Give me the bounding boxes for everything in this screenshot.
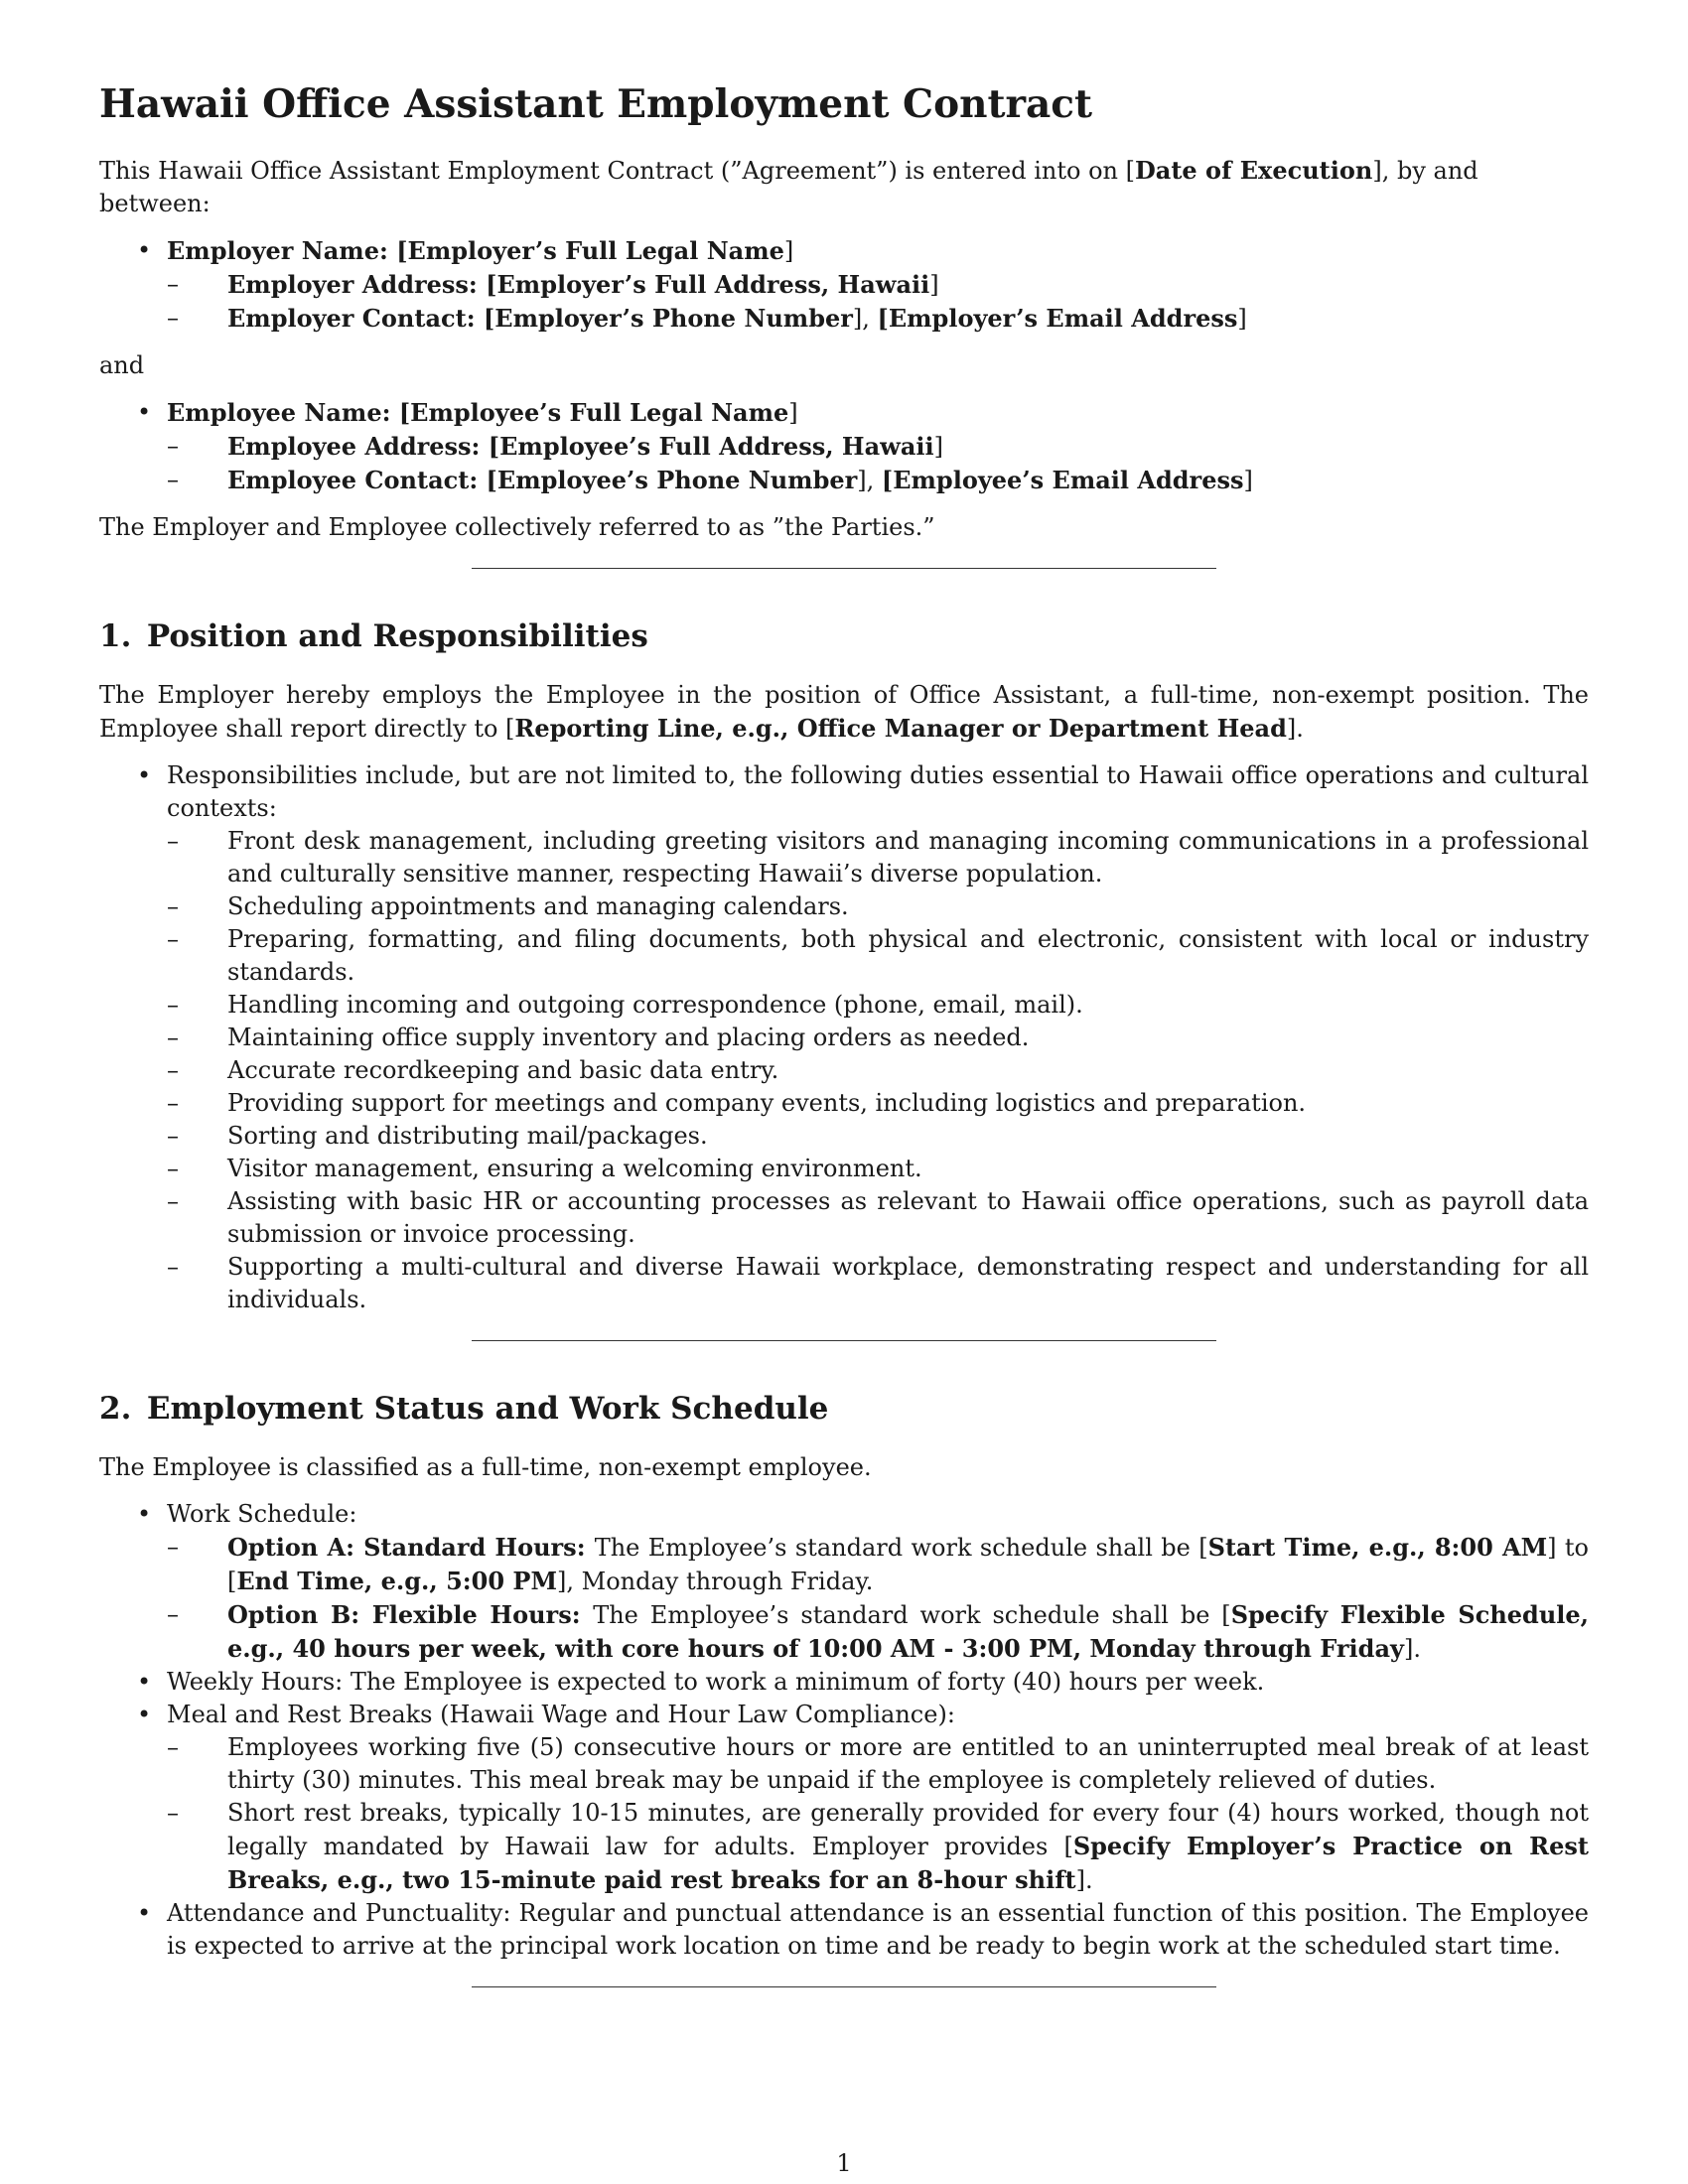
employee-address-item (167, 430, 1589, 464)
meal-breaks-item (99, 1699, 1589, 1897)
employer-address-label: Employer Address: (227, 269, 487, 299)
employer-name-label: Employer Name: (167, 235, 397, 265)
rest-break-item (167, 1797, 1589, 1897)
rest-break-post: ]. (1075, 1866, 1093, 1895)
section-divider (472, 1986, 1216, 1987)
duty-item: – Scheduling appointments and managing calendars. (167, 890, 1589, 923)
schedule-options-list (99, 1531, 1589, 1666)
duties-list (99, 825, 1589, 1316)
employer-name-value: [Employer’s Full Legal Name (396, 235, 784, 265)
duty-item: – Handling incoming and outgoing correspondence (phone, email, mail). (167, 989, 1589, 1022)
duty-item: – Assisting with basic HR or accounting processes as relevant to Hawaii office operations, such as payroll data submission or invoice processing. (167, 1185, 1589, 1251)
employee-address-label: Employee Address: (227, 431, 489, 461)
option-a-mid: ] to [ (227, 1534, 1590, 1596)
section-1-para-post: ]. (1286, 714, 1304, 743)
option-b-schedule: Specify Flexible Schedule, e.g., 40 hours per week, with core hours of 10:00 AM - 3:00 PM, Monday through Friday (227, 1600, 1590, 1664)
section-divider (472, 568, 1216, 569)
employee-name-item (99, 396, 1589, 497)
employee-name-close: ] (788, 398, 798, 427)
document-page (99, 81, 1589, 2037)
responsibilities-intro: Responsibilities include, but are not limited to, the following duties essential to Hawaii office operations and cultural contexts: (167, 760, 1589, 822)
section-2-heading: 2. Employment Status and Work Schedule (99, 1390, 829, 1427)
duty-item: – Preparing, formatting, and filing documents, both physical and electronic, consistent with local or industry standards. (167, 923, 1589, 989)
duty-item: – Supporting a multi-cultural and diverse Hawaii workplace, demonstrating respect and understanding for all individuals. (167, 1251, 1589, 1316)
section-1-heading: 1. Position and Responsibilities (99, 617, 648, 654)
and-text: and (99, 350, 145, 379)
section-2-paragraph: The Employee is classified as a full-time, non-exempt employee. (99, 1453, 872, 1482)
option-a-start: Start Time, e.g., 8:00 AM (1207, 1533, 1548, 1563)
employer-contact-email: [Employer’s Email Address (877, 303, 1238, 333)
page-number: 1 (836, 2149, 852, 2177)
option-b-item (167, 1598, 1589, 1666)
work-schedule-item (99, 1498, 1589, 1666)
employee-contact-sep: ], (857, 466, 882, 494)
employee-contact-item (167, 464, 1589, 497)
schedule-list (99, 1498, 1589, 1963)
duty-item: – Sorting and distributing mail/packages. (167, 1120, 1589, 1153)
weekly-hours-item: • Weekly Hours: The Employee is expected to work a minimum of forty (40) hours per week. (99, 1666, 1589, 1699)
option-a-item (167, 1531, 1589, 1598)
employer-contact-label: Employer Contact: (227, 303, 484, 333)
reporting-line: Reporting Line, e.g., Office Manager or Department Head (514, 713, 1287, 743)
employer-contact-item (167, 302, 1589, 336)
parties-paragraph: The Employer and Employee collectively referred to as ”the Parties.” (99, 512, 935, 541)
employer-list (99, 234, 1589, 336)
employee-address-value: [Employee’s Full Address, Hawaii (488, 431, 934, 461)
date-of-execution: Date of Execution (1134, 155, 1373, 185)
duty-item: – Maintaining office supply inventory and placing orders as needed. (167, 1022, 1589, 1054)
responsibilities-item (99, 759, 1589, 1316)
employee-name-value: [Employee’s Full Legal Name (398, 397, 789, 427)
responsibilities-list (99, 759, 1589, 1316)
intro-post: ], by and between: (99, 156, 1478, 217)
option-b-post: ]. (1403, 1635, 1421, 1664)
employee-contact-close: ] (1243, 466, 1253, 494)
option-a-end: End Time, e.g., 5:00 PM (236, 1567, 558, 1596)
employer-name-item (99, 234, 1589, 336)
option-b-pre: The Employee’s standard work schedule shall be [ (593, 1601, 1231, 1630)
duty-item: – Providing support for meetings and company events, including logistics and preparation. (167, 1087, 1589, 1120)
employee-sublist (99, 430, 1589, 497)
employer-contact-sep: ], (852, 304, 878, 333)
employer-address-item (167, 268, 1589, 302)
work-schedule-label: Work Schedule: (167, 1500, 357, 1529)
option-a-post: ], Monday through Friday. (557, 1568, 874, 1596)
duty-item: – Front desk management, including greeting visitors and managing incoming communications in a professional and culturally sensitive manner, respecting Hawaii’s diverse population. (167, 825, 1589, 890)
meal-break-item: – Employees working five (5) consecutive hours or more are entitled to an uninterrupted meal break of at least thirty (30) minutes. This meal break may be unpaid if the employee is completely relieved of duties. (167, 1731, 1589, 1797)
attendance-item: • Attendance and Punctuality: Regular and punctual attendance is an essential function of this position. The Employee is expected to arrive at the principal work location on time and be ready to begin work at the scheduled start time. (99, 1897, 1589, 1963)
option-b-label: Option B: Flexible Hours: (227, 1600, 594, 1630)
duty-item: – Visitor management, ensuring a welcoming environment. (167, 1153, 1589, 1185)
section-1-paragraph (99, 679, 1589, 746)
employer-contact-close: ] (1237, 304, 1247, 333)
section-divider (472, 1340, 1216, 1341)
intro-pre: This Hawaii Office Assistant Employment Contract (”Agreement”) is entered into on [ (99, 156, 1135, 185)
employer-address-value: [Employer’s Full Address, Hawaii (486, 269, 930, 299)
section-1-para-pre: The Employer hereby employs the Employee in the position of Office Assistant, a full-time, non-exempt position. The Employee shall report directly to [ (99, 680, 1589, 743)
employee-contact-phone: [Employee’s Phone Number (486, 465, 858, 494)
meal-breaks-label: Meal and Rest Breaks (Hawaii Wage and Hour Law Compliance): (167, 1701, 955, 1729)
rest-break-practice: Specify Employer’s Practice on Rest Breaks, e.g., two 15-minute paid rest breaks for an 8-hour shift (227, 1832, 1589, 1895)
employee-contact-label: Employee Contact: (227, 465, 487, 494)
employee-name-label: Employee Name: (167, 397, 399, 427)
intro-paragraph (99, 154, 1589, 220)
employee-contact-email: [Employee’s Email Address (881, 465, 1244, 494)
employee-address-close: ] (933, 432, 943, 461)
breaks-list (99, 1731, 1589, 1897)
option-a-label: Option A: Standard Hours: (227, 1533, 595, 1563)
duty-item: – Accurate recordkeeping and basic data entry. (167, 1054, 1589, 1087)
employer-contact-phone: [Employer’s Phone Number (483, 303, 853, 333)
employee-list (99, 396, 1589, 497)
document-title: Hawaii Office Assistant Employment Contract (99, 81, 1093, 127)
employer-sublist (99, 268, 1589, 336)
employer-name-close: ] (783, 236, 794, 265)
option-a-pre: The Employee’s standard work schedule shall be [ (594, 1534, 1208, 1563)
employer-address-close: ] (929, 270, 939, 299)
rest-break-pre: Short rest breaks, typically 10-15 minutes, are generally provided for every four (4) hours worked, though not legally mandated by Hawaii law for adults. Employer provides [ (227, 1799, 1589, 1861)
